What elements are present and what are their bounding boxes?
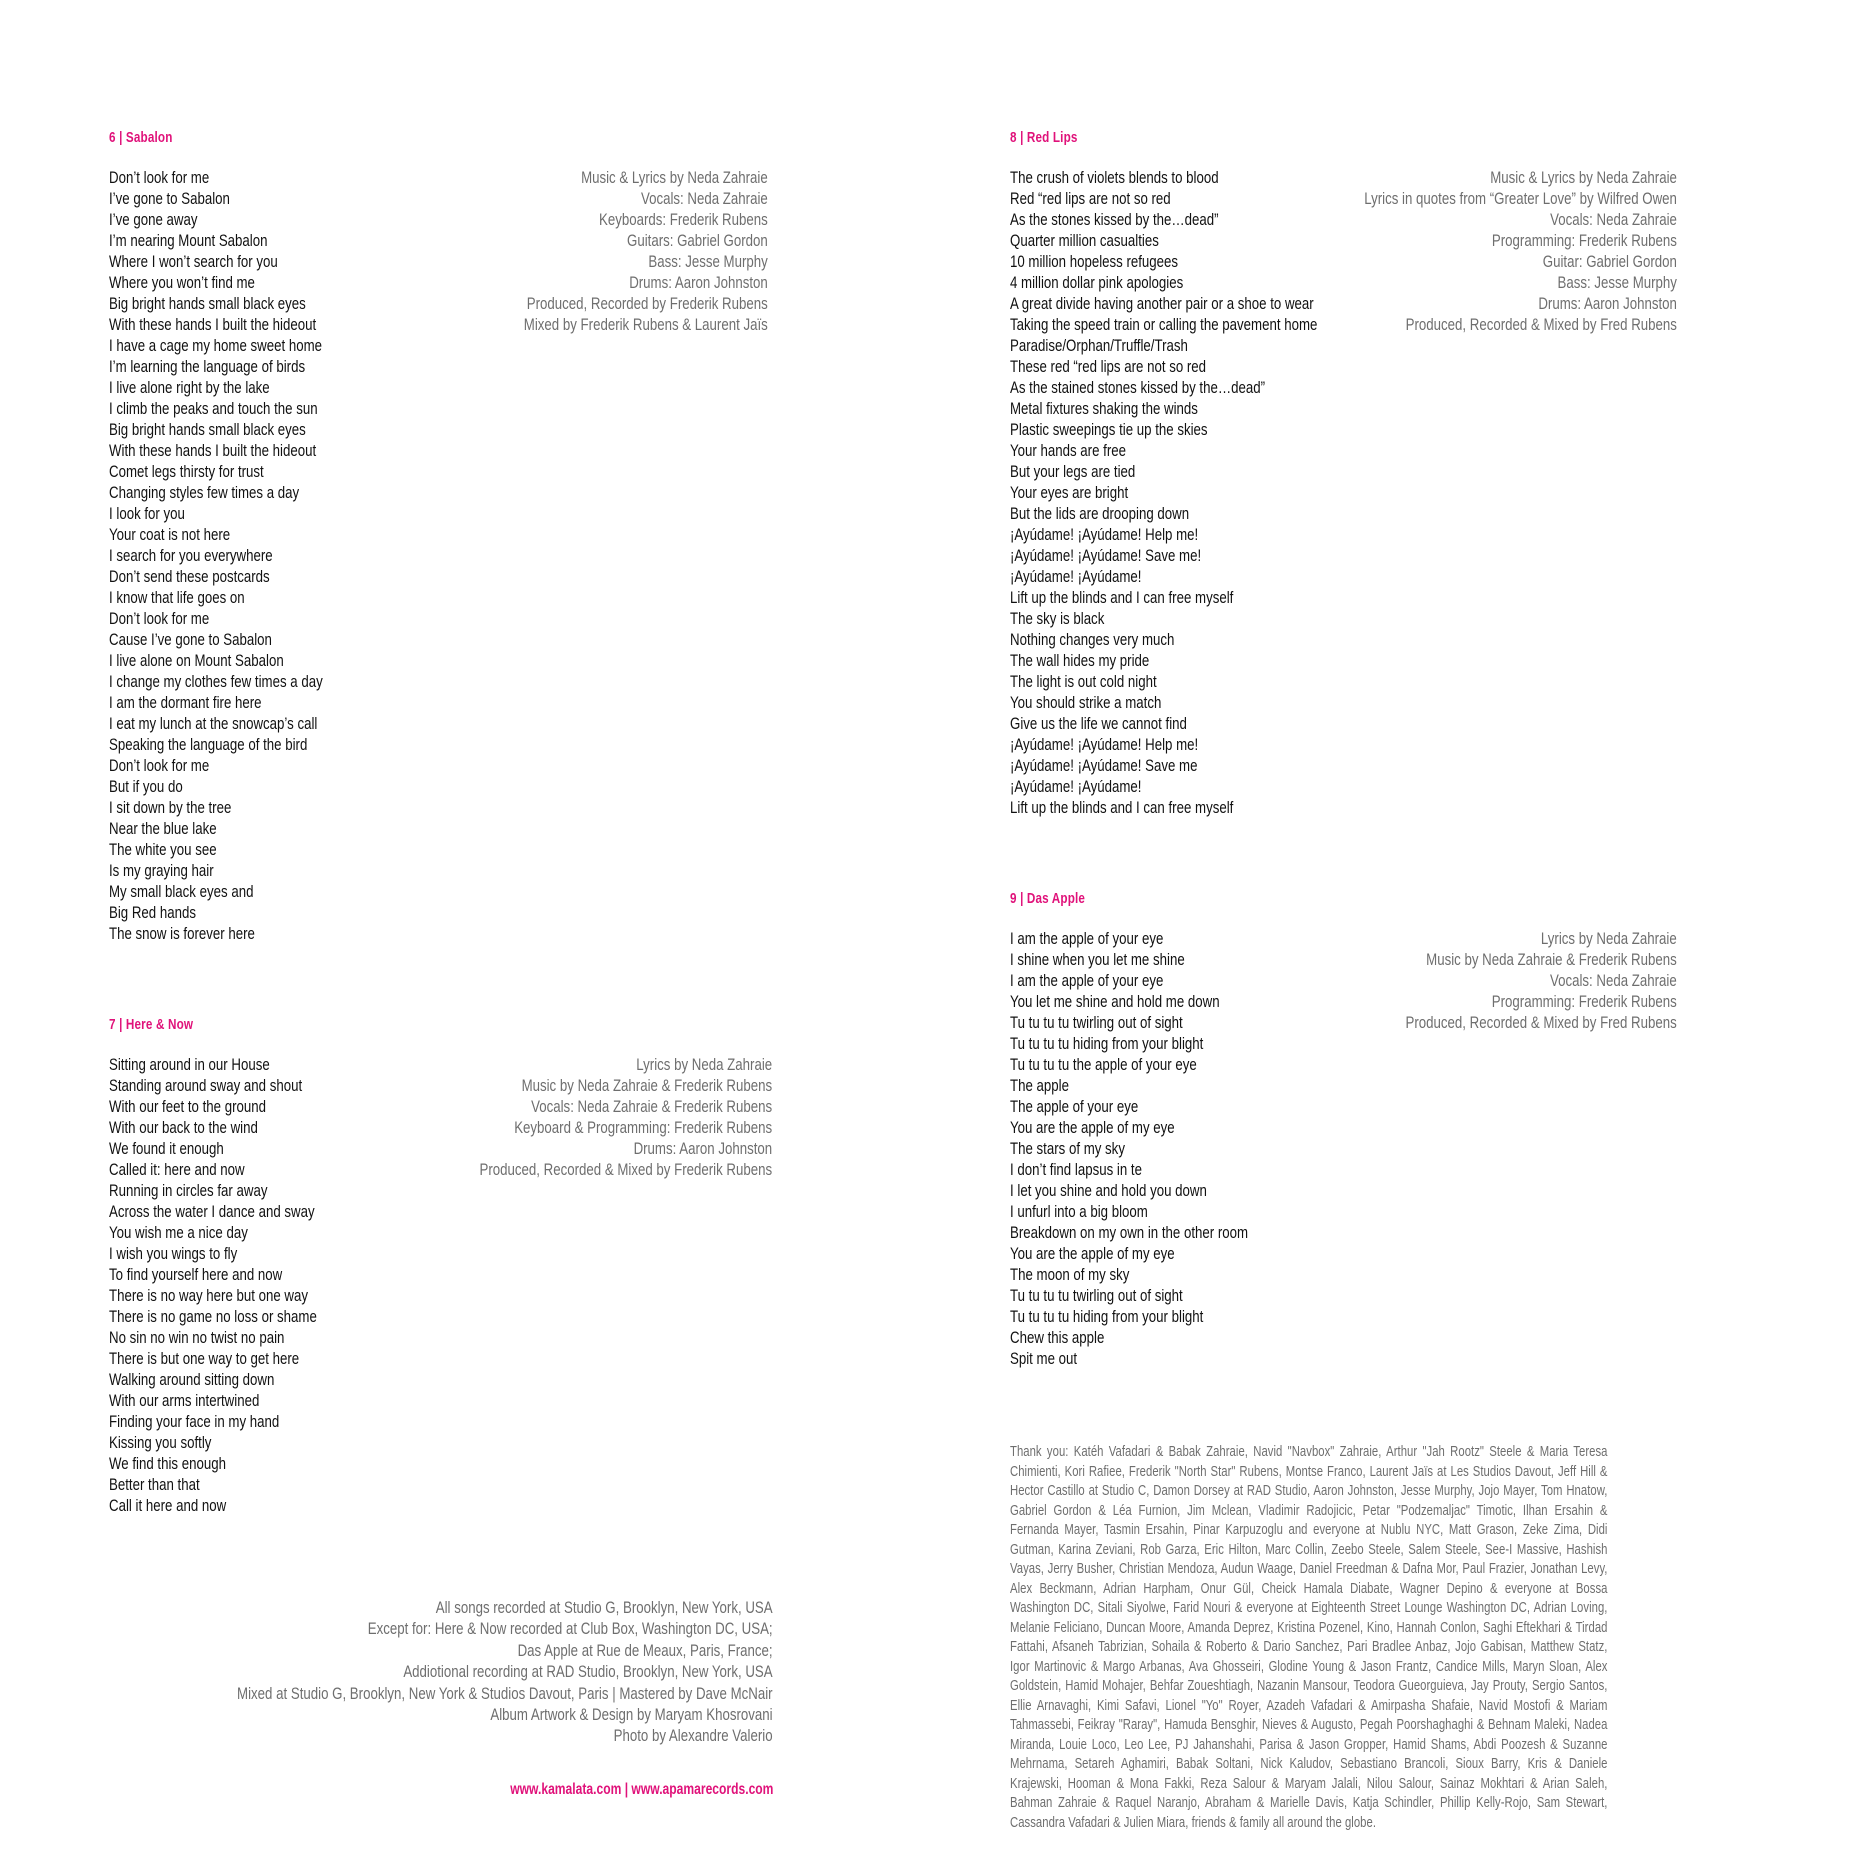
text-line: There is no game no loss or shame <box>109 1307 317 1326</box>
text-line: I don’t find lapsus in te <box>1010 1160 1142 1179</box>
text-line: Mixed by Frederik Rubens & Laurent Jaïs <box>524 315 768 334</box>
text-line: As the stained stones kissed by the…dead” <box>1010 378 1266 397</box>
text-line: The white you see <box>109 840 217 859</box>
text-line: All songs recorded at Studio G, Brooklyn, New York, USA <box>436 1598 773 1617</box>
text-line: Finding your face in my hand <box>109 1412 280 1431</box>
text-line: Photo by Alexandre Valerio <box>614 1726 773 1746</box>
text-line: I’m nearing Mount Sabalon <box>109 231 268 250</box>
text-line: I search for you everywhere <box>109 546 273 565</box>
text-line: The apple of your eye <box>1010 1097 1139 1116</box>
text-line: Lyrics by Neda Zahraie <box>1541 929 1677 948</box>
text-line: Walking around sitting down <box>109 1370 275 1389</box>
text-line: Lyrics by Neda Zahraie <box>636 1055 772 1074</box>
text-line: Album Artwork & Design by Maryam Khosrovani <box>490 1705 773 1725</box>
text-line: Music & Lyrics by Neda Zahraie <box>581 168 768 187</box>
thank-you-note: Thank you: Katéh Vafadari & Babak Zahraie, Navid "Navbox" Zahraie, Arthur "Jah Rootz" Steele & Maria Teresa Chimienti, Kori Rafiee, Frederik "North Star" Rubens, Montse Franco, Laurent Jaïs at Les Studios Davout, Jeff Hill & Hector Castillo at Studio C, Damon Dorsey at RAD Studio, Aaron Johnston, Jesse Murphy, Jojo Mayer, Tom Hnatow, Gabriel Gordon & Léa Furnion, Jim Mclean, Vladimir Radojicic, Petar "Podzemaljac" Timotic, Ilhan Ersahin & Fernanda Mayer, Tasmin Ersahin, Pinar Karpuzoglu and everyone at Nublu NYC, Matt Grason, Zeke Zima, Didi Gutman, Karina Zeviani, Rob Garza, Eric Hilton, Marc Collin, Zeebo Steele, Salem Steele, See-I Massive, Hashish Vayas, Jerry Busher, Christian Mendoza, Audun Waage, Daniel Freedman & Dafna Mor, Paul Frazier, Jonathan Levy, Alex Beckmann, Adrian Harpham, Onur Gül, Cheick Hamala Diabate, Wagner Depino & everyone at Bossa Washington DC, Sitali Siyolwe, Farid Nouri & everyone at Eighteenth Street Lounge Washington DC, Adrian Loving, Melanie Feliciano, Duncan Moore, Amanda Deprez, Kristina Pozenel, Kino, Hannah Conlon, Saghi Eftekhari & Tirdad Fattahi, Afsaneh Tabrizian, Sohaila & Roberto & Dario Sanchez, Pari Bradlee Anbaz, Jojo Gabisan, Matthew Statz, Igor Martinovic & Margo Arbanas, Ava Ghosseiri, Glodine Young & Jason Frantz, Candice Mills, Maryn Sloan, Alex Goldstein, Hamid Mohajer, Behfar Zoueshtiagh, Nazanin Mansour, Teodora Gueorguieva, Jay Prouty, Sergio Santos, Ellie Arnavaghi, Kimi Safavi, Lionel "Yo" Royer, Azadeh Vafadari & Amirpasha Shafaie, Navid Mostofi & Mariam Tahmassebi, Feikray "Raray", Hamuda Bensghir, Nieves & Augusto, Pegah Poorshaghaghi & Behnam Maleki, Nadea Miranda, Louie Loco, Leo Lee, PJ Jahanshahi, Parisa & Jason Gropper, Hamid Shams, Abdi Poozesh & Suzanne Mehrnama, Setareh Aghamiri, Babak Soltani, Nick Kaludov, Sebastiano Brancoli, Sioux Barry, Kris & Daniele Krajewski, Hooman & Mona Fakki, Reza Salour & Maryam Jalali, Nilou Salour, Sainaz Mokhtari & Arian Saleh, Bahman Zahraie & Raquel Naranjo, Abraham & Marielle Davis, Katja Schindler, Phillip Kelly-Rojo, Sam Stewart, Cassandra Vafadari & Julien Miara, friends & family all around the globe. <box>1010 1444 1608 1831</box>
text-line: ¡Ayúdame! ¡Ayúdame! Save me! <box>1010 546 1202 565</box>
text-line: Vocals: Neda Zahraie <box>1550 210 1677 229</box>
text-line: Music by Neda Zahraie & Frederik Rubens <box>1426 950 1677 969</box>
text-line: Drums: Aaron Johnston <box>633 1139 772 1158</box>
song-title-sabalon: 6 | Sabalon <box>109 129 173 146</box>
text-line: I shine when you let me shine <box>1010 950 1185 969</box>
text-line: Don’t look for me <box>109 609 210 628</box>
text-line: Addiotional recording at RAD Studio, Brooklyn, New York, USA <box>403 1662 773 1682</box>
text-line: The sky is black <box>1010 609 1105 628</box>
text-line: But your legs are tied <box>1010 462 1136 481</box>
text-line: Changing styles few times a day <box>109 483 300 502</box>
text-line: There is but one way to get here <box>109 1349 300 1368</box>
text-line: Keyboards: Frederik Rubens <box>599 210 768 229</box>
text-line: Kissing you softly <box>109 1433 212 1452</box>
text-line: Your eyes are bright <box>1010 483 1129 502</box>
text-line: I know that life goes on <box>109 588 245 607</box>
text-line: Your hands are free <box>1010 441 1126 460</box>
text-line: Where you won’t find me <box>109 273 255 292</box>
text-line: Give us the life we cannot find <box>1010 714 1187 733</box>
text-line: You should strike a match <box>1010 693 1162 712</box>
text-line: Where I won’t search for you <box>109 252 278 271</box>
text-line: 4 million dollar pink apologies <box>1010 273 1184 292</box>
text-line: Metal fixtures shaking the winds <box>1010 399 1198 418</box>
text-line: Don’t look for me <box>109 168 210 187</box>
text-line: To find yourself here and now <box>109 1265 283 1284</box>
text-line: Tu tu tu tu twirling out of sight <box>1010 1013 1183 1032</box>
text-line: I am the apple of your eye <box>1010 971 1164 990</box>
text-line: There is no way here but one way <box>109 1286 309 1305</box>
text-line: With these hands I built the hideout <box>109 315 317 334</box>
text-line: Tu tu tu tu hiding from your blight <box>1010 1307 1204 1326</box>
text-line: Programming: Frederik Rubens <box>1492 231 1677 250</box>
text-line: You are the apple of my eye <box>1010 1244 1175 1263</box>
text-line: Produced, Recorded by Frederik Rubens <box>526 294 768 313</box>
text-line: Big Red hands <box>109 903 196 922</box>
text-line: I live alone on Mount Sabalon <box>109 651 284 670</box>
text-line: The stars of my sky <box>1010 1139 1125 1158</box>
text-line: Vocals: Neda Zahraie & Frederik Rubens <box>530 1097 772 1116</box>
text-line: The moon of my sky <box>1010 1265 1130 1284</box>
website-links[interactable]: www.kamalata.com | www.apamarecords.com <box>509 1781 773 1798</box>
text-line: Quarter million casualties <box>1010 231 1159 250</box>
credits-sabalon <box>524 167 768 335</box>
credits-red-lips <box>1364 167 1677 335</box>
text-line: Nothing changes very much <box>1010 630 1175 649</box>
text-line: Red “red lips are not so red <box>1010 189 1171 208</box>
lyrics-das-apple <box>1010 928 1248 1369</box>
text-line: Paradise/Orphan/Truffle/Trash <box>1010 336 1188 355</box>
text-line: Chew this apple <box>1010 1328 1105 1347</box>
text-line: I’ve gone to Sabalon <box>109 189 230 208</box>
text-line: We find this enough <box>109 1454 226 1473</box>
text-line: I sit down by the tree <box>109 798 232 817</box>
studio-notes <box>237 1597 773 1747</box>
text-line: Produced, Recorded & Mixed by Fred Rubens <box>1405 315 1677 334</box>
text-line: Cause I’ve gone to Sabalon <box>109 630 272 649</box>
text-line: Lift up the blinds and I can free myself <box>1010 588 1234 607</box>
text-line: As the stones kissed by the…dead” <box>1010 210 1219 229</box>
credits-das-apple <box>1406 928 1677 1033</box>
text-line: Standing around sway and shout <box>109 1076 303 1095</box>
song-title-here-and-now: 7 | Here & Now <box>109 1016 194 1033</box>
text-line: I wish you wings to fly <box>109 1244 238 1263</box>
text-line: Drums: Aaron Johnston <box>629 273 768 292</box>
text-line: I let you shine and hold you down <box>1010 1181 1207 1200</box>
text-line: Don’t send these postcards <box>109 567 270 586</box>
text-line: The apple <box>1010 1076 1069 1095</box>
lyrics-here-and-now <box>109 1054 317 1516</box>
text-line: ¡Ayúdame! ¡Ayúdame! Help me! <box>1010 525 1199 544</box>
text-line: These red “red lips are not so red <box>1010 357 1207 376</box>
text-line: Tu tu tu tu twirling out of sight <box>1010 1286 1183 1305</box>
text-line: I climb the peaks and touch the sun <box>109 399 318 418</box>
text-line: Lift up the blinds and I can free myself <box>1010 798 1234 817</box>
text-line: With our feet to the ground <box>109 1097 267 1116</box>
text-line: Speaking the language of the bird <box>109 735 308 754</box>
text-line: Taking the speed train or calling the pavement home <box>1010 315 1318 334</box>
text-line: With our back to the wind <box>109 1118 258 1137</box>
text-line: Except for: Here & Now recorded at Club Box, Washington DC, USA; <box>368 1619 773 1639</box>
text-line: Guitars: Gabriel Gordon <box>627 231 768 250</box>
text-line: Big bright hands small black eyes <box>109 294 306 313</box>
text-line: Better than that <box>109 1475 200 1494</box>
text-line: Sitting around in our House <box>109 1055 270 1074</box>
text-line: ¡Ayúdame! ¡Ayúdame! <box>1010 567 1142 586</box>
text-line: No sin no win no twist no pain <box>109 1328 285 1347</box>
text-line: Music & Lyrics by Neda Zahraie <box>1490 168 1677 187</box>
text-line: Vocals: Neda Zahraie <box>641 189 768 208</box>
text-line: But if you do <box>109 777 183 796</box>
text-line: Produced, Recorded & Mixed by Fred Rubens <box>1405 1013 1677 1032</box>
text-line: Das Apple at Rue de Meaux, Paris, France; <box>517 1640 773 1660</box>
lyrics-red-lips <box>1010 167 1317 818</box>
text-line: Across the water I dance and sway <box>109 1202 315 1221</box>
text-line: Is my graying hair <box>109 861 214 880</box>
text-line: Lyrics in quotes from “Greater Love” by Wilfred Owen <box>1364 189 1677 208</box>
text-line: Running in circles far away <box>109 1181 268 1200</box>
text-line: I am the dormant fire here <box>109 693 262 712</box>
text-line: I live alone right by the lake <box>109 378 270 397</box>
text-line: But the lids are drooping down <box>1010 504 1190 523</box>
text-line: Produced, Recorded & Mixed by Frederik Rubens <box>479 1160 772 1179</box>
text-line: Drums: Aaron Johnston <box>1538 294 1677 313</box>
text-line: I am the apple of your eye <box>1010 929 1164 948</box>
song-title-red-lips: 8 | Red Lips <box>1010 129 1078 146</box>
text-line: Near the blue lake <box>109 819 217 838</box>
text-line: You wish me a nice day <box>109 1223 248 1242</box>
text-line: We found it enough <box>109 1139 224 1158</box>
text-line: I look for you <box>109 504 185 523</box>
text-line: The light is out cold night <box>1010 672 1157 691</box>
text-line: 10 million hopeless refugees <box>1010 252 1179 271</box>
text-line: ¡Ayúdame! ¡Ayúdame! Save me <box>1010 756 1198 775</box>
credits-here-and-now <box>479 1054 772 1180</box>
text-line: Mixed at Studio G, Brooklyn, New York & Studios Davout, Paris | Mastered by Dave McNair <box>237 1683 773 1703</box>
text-line: Called it: here and now <box>109 1160 245 1179</box>
text-line: I eat my lunch at the snowcap’s call <box>109 714 318 733</box>
text-line: Your coat is not here <box>109 525 231 544</box>
text-line: I unfurl into a big bloom <box>1010 1202 1148 1221</box>
text-line: Comet legs thirsty for trust <box>109 462 264 481</box>
text-line: Tu tu tu tu the apple of your eye <box>1010 1055 1197 1074</box>
text-line: Programming: Frederik Rubens <box>1492 992 1677 1011</box>
text-line: Keyboard & Programming: Frederik Rubens <box>514 1118 772 1137</box>
text-line: Guitar: Gabriel Gordon <box>1542 252 1677 271</box>
text-line: You let me shine and hold me down <box>1010 992 1220 1011</box>
text-line: Call it here and now <box>109 1496 227 1515</box>
text-line: Spit me out <box>1010 1349 1078 1368</box>
text-line: Plastic sweepings tie up the skies <box>1010 420 1208 439</box>
text-line: I’m learning the language of birds <box>109 357 306 376</box>
text-line: My small black eyes and <box>109 882 254 901</box>
text-line: ¡Ayúdame! ¡Ayúdame! Help me! <box>1010 735 1199 754</box>
song-title-das-apple: 9 | Das Apple <box>1010 890 1086 907</box>
text-line: The wall hides my pride <box>1010 651 1150 670</box>
text-line: Don’t look for me <box>109 756 210 775</box>
text-line: A great divide having another pair or a shoe to wear <box>1010 294 1314 313</box>
text-line: I change my clothes few times a day <box>109 672 323 691</box>
text-line: The crush of violets blends to blood <box>1010 168 1219 187</box>
text-line: Breakdown on my own in the other room <box>1010 1223 1249 1242</box>
text-line: Vocals: Neda Zahraie <box>1550 971 1677 990</box>
text-line: The snow is forever here <box>109 924 255 943</box>
text-line: Bass: Jesse Murphy <box>648 252 768 271</box>
lyrics-sabalon <box>109 167 323 944</box>
text-line: Music by Neda Zahraie & Frederik Rubens <box>521 1076 772 1095</box>
text-line: With these hands I built the hideout <box>109 441 317 460</box>
text-line: Tu tu tu tu hiding from your blight <box>1010 1034 1204 1053</box>
text-line: With our arms intertwined <box>109 1391 260 1410</box>
text-line: Bass: Jesse Murphy <box>1557 273 1677 292</box>
text-line: ¡Ayúdame! ¡Ayúdame! <box>1010 777 1142 796</box>
text-line: I have a cage my home sweet home <box>109 336 323 355</box>
text-line: I’ve gone away <box>109 210 198 229</box>
text-line: Big bright hands small black eyes <box>109 420 306 439</box>
text-line: You are the apple of my eye <box>1010 1118 1175 1137</box>
